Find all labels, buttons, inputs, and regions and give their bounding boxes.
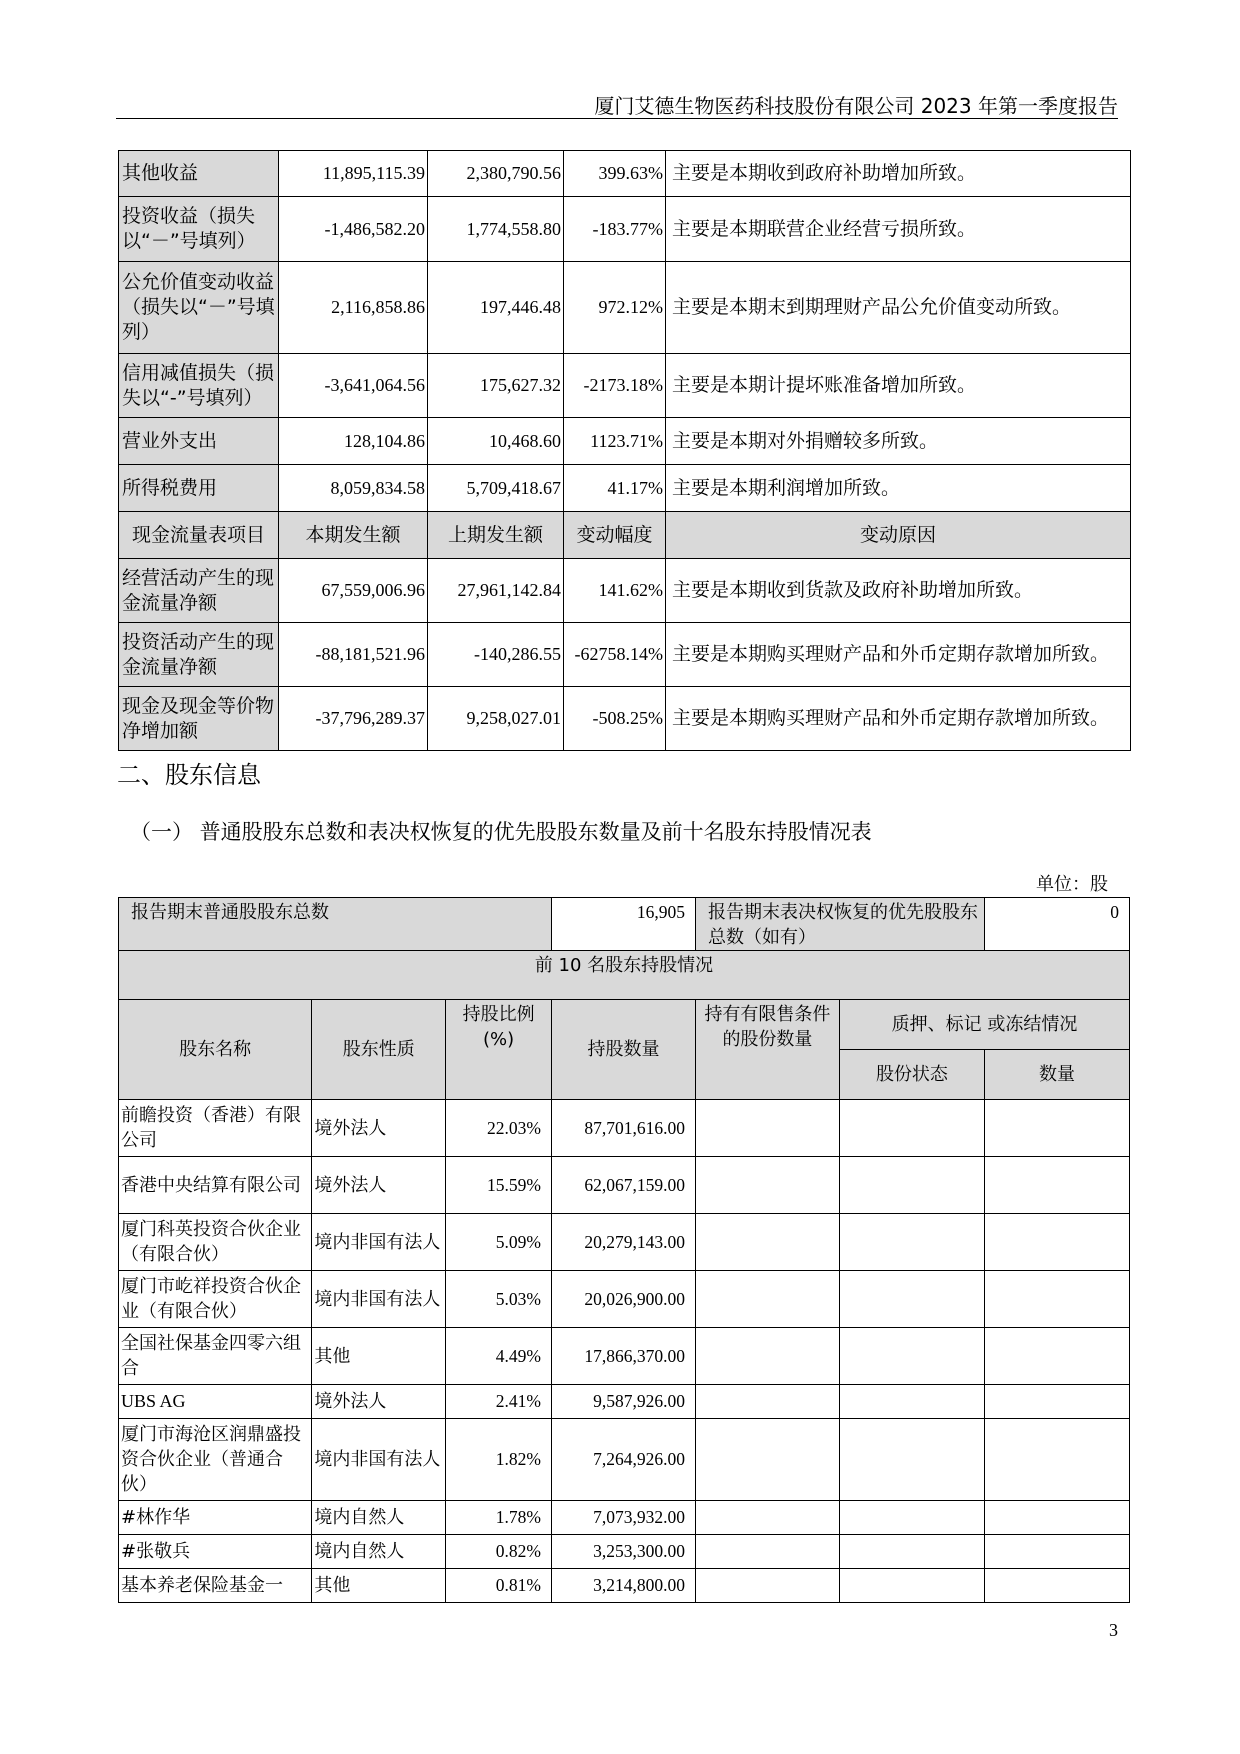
pledge-qty <box>984 1385 1129 1419</box>
shareholder-nature: 境内非国有法人 <box>312 1214 446 1271</box>
restricted-shares <box>695 1535 839 1569</box>
pledge-status <box>839 1214 984 1271</box>
change-value: 41.17% <box>564 465 666 512</box>
change-value: 1123.71% <box>564 418 666 465</box>
prior-value: 10,468.60 <box>428 418 564 465</box>
item-label: 所得税费用 <box>119 465 279 512</box>
shareholder-nature: 境外法人 <box>312 1385 446 1419</box>
holding-ratio: 2.41% <box>446 1385 552 1419</box>
pledge-status <box>839 1328 984 1385</box>
change-reason: 主要是本期收到政府补助增加所致。 <box>666 151 1131 197</box>
holding-ratio: 5.09% <box>446 1214 552 1271</box>
shareholder-name: UBS AG <box>119 1385 312 1419</box>
change-value: -62758.14% <box>564 623 666 687</box>
pledge-qty <box>984 1271 1129 1328</box>
change-reason: 主要是本期计提坏账准备增加所致。 <box>666 354 1131 418</box>
shareholder-row <box>119 1100 1130 1157</box>
current-value: -88,181,521.96 <box>279 623 428 687</box>
shareholder-name: 基本养老保险基金一 <box>119 1569 312 1603</box>
pledge-status <box>839 1419 984 1501</box>
table-row <box>119 465 1131 512</box>
restricted-shares <box>695 1157 839 1214</box>
current-value: 67,559,006.96 <box>279 559 428 623</box>
shareholder-name: 香港中央结算有限公司 <box>119 1157 312 1214</box>
report-header-title: 厦门艾德生物医药科技股份有限公司 2023 年第一季度报告 <box>594 94 1118 118</box>
pledge-qty <box>984 1214 1129 1271</box>
holding-shares: 62,067,159.00 <box>551 1157 695 1214</box>
table-row <box>119 197 1131 262</box>
column-header-pledge-status: 股份状态 <box>839 1050 984 1100</box>
shareholder-row <box>119 1385 1130 1419</box>
column-header-pledge-qty: 数量 <box>984 1050 1129 1100</box>
preferred-holders-label: 报告期末表决权恢复的优先股股东总数（如有） <box>695 898 984 951</box>
shareholder-name: 前瞻投资（香港）有限公司 <box>119 1100 312 1157</box>
change-value: -508.25% <box>564 687 666 751</box>
shareholder-nature: 其他 <box>312 1328 446 1385</box>
restricted-shares <box>695 1271 839 1328</box>
pledge-qty <box>984 1419 1129 1501</box>
item-label: 投资活动产生的现金流量净额 <box>119 623 279 687</box>
table-row <box>119 623 1131 687</box>
top10-title: 前 10 名股东持股情况 <box>119 951 1130 1000</box>
pledge-qty <box>984 1569 1129 1603</box>
change-analysis-table <box>118 150 1131 751</box>
change-value: -183.77% <box>564 197 666 262</box>
holding-ratio: 0.82% <box>446 1535 552 1569</box>
change-value: -2173.18% <box>564 354 666 418</box>
table-row <box>119 354 1131 418</box>
table-row <box>119 151 1131 197</box>
pledge-status <box>839 1385 984 1419</box>
holding-shares: 87,701,616.00 <box>551 1100 695 1157</box>
column-header-shares: 持股数量 <box>551 1000 695 1100</box>
holding-ratio: 1.78% <box>446 1501 552 1535</box>
column-header: 上期发生额 <box>428 512 564 559</box>
current-value: -37,796,289.37 <box>279 687 428 751</box>
section-title: 二、股东信息 <box>117 761 261 789</box>
preferred-holders-value: 0 <box>984 898 1129 951</box>
prior-value: 2,380,790.56 <box>428 151 564 197</box>
table-row <box>119 559 1131 623</box>
restricted-shares <box>695 1214 839 1271</box>
item-label: 投资收益（损失以“－”号填列） <box>119 197 279 262</box>
pledge-qty <box>984 1535 1129 1569</box>
change-reason: 主要是本期末到期理财产品公允价值变动所致。 <box>666 262 1131 354</box>
shareholder-nature: 其他 <box>312 1569 446 1603</box>
holding-shares: 17,866,370.00 <box>551 1328 695 1385</box>
holding-shares: 7,264,926.00 <box>551 1419 695 1501</box>
prior-value: 27,961,142.84 <box>428 559 564 623</box>
column-header: 变动原因 <box>666 512 1131 559</box>
shareholder-nature: 境外法人 <box>312 1100 446 1157</box>
table-row <box>119 418 1131 465</box>
prior-value: 175,627.32 <box>428 354 564 418</box>
pledge-status <box>839 1100 984 1157</box>
pledge-qty <box>984 1157 1129 1214</box>
shareholder-table <box>118 897 1130 1603</box>
shareholder-name: 厦门科英投资合伙企业（有限合伙） <box>119 1214 312 1271</box>
change-value: 141.62% <box>564 559 666 623</box>
column-header: 本期发生额 <box>279 512 428 559</box>
restricted-shares <box>695 1385 839 1419</box>
holding-ratio: 15.59% <box>446 1157 552 1214</box>
change-value: 972.12% <box>564 262 666 354</box>
item-label: 其他收益 <box>119 151 279 197</box>
shareholder-row <box>119 1569 1130 1603</box>
holding-shares: 9,587,926.00 <box>551 1385 695 1419</box>
restricted-shares <box>695 1100 839 1157</box>
pledge-status <box>839 1501 984 1535</box>
top10-title-row <box>119 951 1130 1000</box>
holding-ratio: 4.49% <box>446 1328 552 1385</box>
shareholder-nature: 境内自然人 <box>312 1535 446 1569</box>
change-reason: 主要是本期购买理财产品和外币定期存款增加所致。 <box>666 687 1131 751</box>
common-holders-value: 16,905 <box>551 898 695 951</box>
current-value: 8,059,834.58 <box>279 465 428 512</box>
column-header-name: 股东名称 <box>119 1000 312 1100</box>
shareholder-nature: 境内自然人 <box>312 1501 446 1535</box>
shareholder-name: 厦门市海沧区润鼎盛投资合伙企业（普通合伙） <box>119 1419 312 1501</box>
item-label: 现金及现金等价物净增加额 <box>119 687 279 751</box>
common-holders-label: 报告期末普通股股东总数 <box>119 898 552 951</box>
shareholder-name: 厦门市屹祥投资合伙企业（有限合伙） <box>119 1271 312 1328</box>
shareholder-row <box>119 1535 1130 1569</box>
pledge-status <box>839 1569 984 1603</box>
change-reason: 主要是本期联营企业经营亏损所致。 <box>666 197 1131 262</box>
current-value: 2,116,858.86 <box>279 262 428 354</box>
current-value: 11,895,115.39 <box>279 151 428 197</box>
holding-ratio: 0.81% <box>446 1569 552 1603</box>
column-header-nature: 股东性质 <box>312 1000 446 1100</box>
pledge-status <box>839 1157 984 1214</box>
holding-shares: 7,073,932.00 <box>551 1501 695 1535</box>
column-header-ratio: 持股比例(%) <box>446 1000 552 1100</box>
table-row <box>119 687 1131 751</box>
section-subtitle: （一） 普通股股东总数和表决权恢复的优先股股东数量及前十名股东持股情况表 <box>130 820 872 844</box>
pledge-status <box>839 1535 984 1569</box>
restricted-shares <box>695 1419 839 1501</box>
pledge-qty <box>984 1501 1129 1535</box>
pledge-qty <box>984 1100 1129 1157</box>
shareholder-row <box>119 1214 1130 1271</box>
shareholder-name: #林作华 <box>119 1501 312 1535</box>
change-reason: 主要是本期购买理财产品和外币定期存款增加所致。 <box>666 623 1131 687</box>
holding-shares: 3,214,800.00 <box>551 1569 695 1603</box>
prior-value: -140,286.55 <box>428 623 564 687</box>
table-row <box>119 262 1131 354</box>
shareholder-nature: 境外法人 <box>312 1157 446 1214</box>
prior-value: 5,709,418.67 <box>428 465 564 512</box>
restricted-shares <box>695 1569 839 1603</box>
item-label: 营业外支出 <box>119 418 279 465</box>
shareholder-row <box>119 1157 1130 1214</box>
column-header: 变动幅度 <box>564 512 666 559</box>
column-header-restricted: 持有有限售条件的股份数量 <box>695 1000 839 1100</box>
holding-shares: 20,026,900.00 <box>551 1271 695 1328</box>
pledge-status <box>839 1271 984 1328</box>
change-value: 399.63% <box>564 151 666 197</box>
item-label: 信用减值损失（损失以“-”号填列） <box>119 354 279 418</box>
header-divider <box>116 118 1118 119</box>
current-value: 128,104.86 <box>279 418 428 465</box>
shareholder-name: #张敬兵 <box>119 1535 312 1569</box>
prior-value: 9,258,027.01 <box>428 687 564 751</box>
summary-row <box>119 898 1130 951</box>
restricted-shares <box>695 1328 839 1385</box>
item-label: 经营活动产生的现金流量净额 <box>119 559 279 623</box>
page-number: 3 <box>1109 1620 1118 1640</box>
holding-ratio: 1.82% <box>446 1419 552 1501</box>
shareholder-name: 全国社保基金四零六组合 <box>119 1328 312 1385</box>
shareholder-row <box>119 1419 1130 1501</box>
holding-shares: 20,279,143.00 <box>551 1214 695 1271</box>
change-reason: 主要是本期收到货款及政府补助增加所致。 <box>666 559 1131 623</box>
shareholder-row <box>119 1271 1130 1328</box>
item-label: 公允价值变动收益（损失以“－”号填列） <box>119 262 279 354</box>
shareholder-row <box>119 1328 1130 1385</box>
holding-ratio: 5.03% <box>446 1271 552 1328</box>
holding-shares: 3,253,300.00 <box>551 1535 695 1569</box>
column-header-pledge: 质押、标记 或冻结情况 <box>839 1000 1129 1050</box>
shareholder-row <box>119 1501 1130 1535</box>
prior-value: 1,774,558.80 <box>428 197 564 262</box>
restricted-shares <box>695 1501 839 1535</box>
current-value: -3,641,064.56 <box>279 354 428 418</box>
column-header-row <box>119 1000 1130 1050</box>
shareholder-nature: 境内非国有法人 <box>312 1271 446 1328</box>
unit-label: 单位：股 <box>1036 874 1108 895</box>
prior-value: 197,446.48 <box>428 262 564 354</box>
change-reason: 主要是本期利润增加所致。 <box>666 465 1131 512</box>
pledge-qty <box>984 1328 1129 1385</box>
shareholder-nature: 境内非国有法人 <box>312 1419 446 1501</box>
current-value: -1,486,582.20 <box>279 197 428 262</box>
column-header: 现金流量表项目 <box>119 512 279 559</box>
holding-ratio: 22.03% <box>446 1100 552 1157</box>
cashflow-header-row <box>119 512 1131 559</box>
change-reason: 主要是本期对外捐赠较多所致。 <box>666 418 1131 465</box>
